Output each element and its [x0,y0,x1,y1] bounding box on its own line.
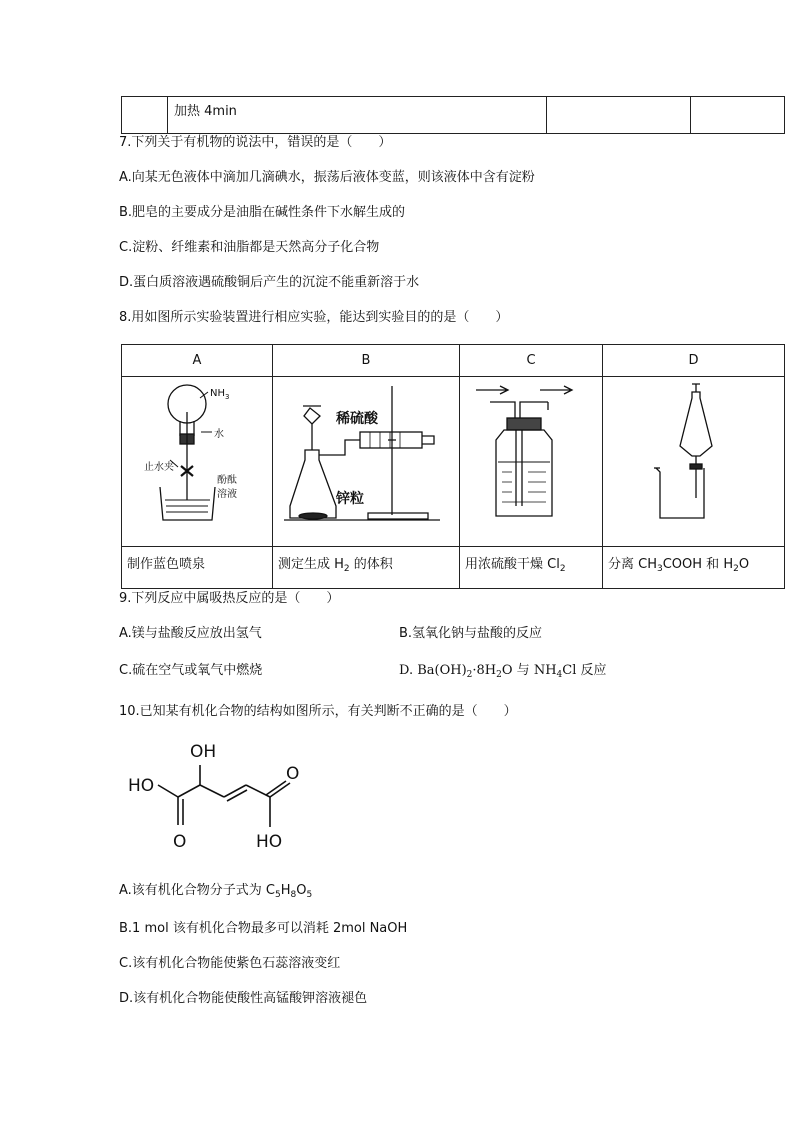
q7-stem: 7.下列关于有机物的说法中，错误的是（ ） [119,135,392,150]
q9-d-pre: D. Ba [399,663,435,678]
q10-a-pre: A.该有机化合物分子式为 C [119,883,276,898]
q9-option-c: C.硫在空气或氧气中燃烧 [119,663,263,678]
caption-d-sub2: 2 [733,564,739,574]
q10-option-b: B.1 mol 该有机化合物最多可以消耗 2mol NaOH [119,921,408,936]
q10-structure [120,735,320,860]
q9-d-mid: ·8H [472,663,497,678]
caption-a-text: 制作蓝色喷泉 [127,557,206,572]
separatory-funnel-apparatus [654,384,712,518]
caption-c-sub: 2 [559,564,566,574]
caption-b-sub: 2 [343,564,350,574]
label-b-zinc: 锌粒 [336,491,364,507]
q8-stem: 8.用如图所示实验装置进行相应实验，能达到实验目的的是（ ） [119,310,509,325]
q10-a-s3: 5 [306,890,313,900]
q8-header-d: D [603,345,785,377]
q7-option-b: B.肥皂的主要成分是油脂在碱性条件下水解生成的 [119,205,406,220]
fountain-apparatus [160,385,215,520]
top-table-text: 加热 4min [174,104,237,119]
caption-c-pre: 用浓硫酸干燥 Cl [465,557,560,572]
q10-a-s1: 5 [275,890,281,900]
q9-d-mid2: O 与 NH [501,663,557,678]
label-a-water: 水 [214,429,224,440]
q10-a-m1: H [280,883,291,898]
label-b-acid: 稀硫酸 [336,411,378,427]
q8-header-a: A [122,345,273,377]
q7-option-a: A.向某无色液体中滴加几滴碘水，振荡后液体变蓝，则该液体中含有淀粉 [119,170,535,185]
q10-option-a [119,882,312,904]
label-a-nh3: $NH_3$ [210,388,230,401]
q10-a-m2: O [296,883,307,898]
drying-bottle-apparatus [476,386,572,516]
label-a-phen2: 溶液 [217,489,237,500]
caption-b-pre: 测定生成 H [278,557,344,572]
label-a-phen1: 酚酞 [217,475,237,486]
q10-option-c: C.该有机化合物能使紫色石蕊溶液变红 [119,956,341,971]
q10-option-d: D.该有机化合物能使酸性高锰酸钾溶液褪色 [119,991,368,1006]
struct-o-right: O [286,764,300,784]
label-a-clip: 止水夹 [144,462,174,473]
caption-d-post: O [738,557,750,572]
q9-d-post: Cl 反应 [562,663,607,678]
q9-d-sub2: 2 [496,670,502,680]
caption-d-sub1: 3 [657,564,663,574]
caption-d-mid: COOH 和 H [662,557,734,572]
struct-ho-left: HO [128,776,155,796]
q8-header-b: B [273,345,460,377]
q9-d-oh: (OH) [434,663,467,678]
q9-stem: 9.下列反应中属吸热反应的是（ ） [119,591,340,606]
q7-option-c: C.淀粉、纤维素和油脂都是天然高分子化合物 [119,240,380,255]
q9-option-d [399,662,607,684]
caption-d-pre: 分离 CH [608,557,657,572]
q9-option-a: A.镁与盐酸反应放出氢气 [119,626,262,641]
q7-option-d: D.蛋白质溶液遇硫酸铜后产生的沉淀不能重新溶于水 [119,275,420,290]
struct-o-bottom: O [173,832,187,852]
struct-ho-bottom: HO [256,832,283,852]
q10-stem: 10.已知某有机化合物的结构如图所示，有关判断不正确的是（ ） [119,704,517,719]
caption-b-post: 的体积 [349,557,393,572]
struct-oh-top: OH [190,742,217,762]
q10-a-s2: 8 [290,890,297,900]
q9-option-b: B.氢氧化钠与盐酸的反应 [399,626,543,641]
q9-d-sub3: 4 [556,670,563,680]
q8-header-c: C [460,345,603,377]
q9-d-sub1: 2 [466,670,473,680]
